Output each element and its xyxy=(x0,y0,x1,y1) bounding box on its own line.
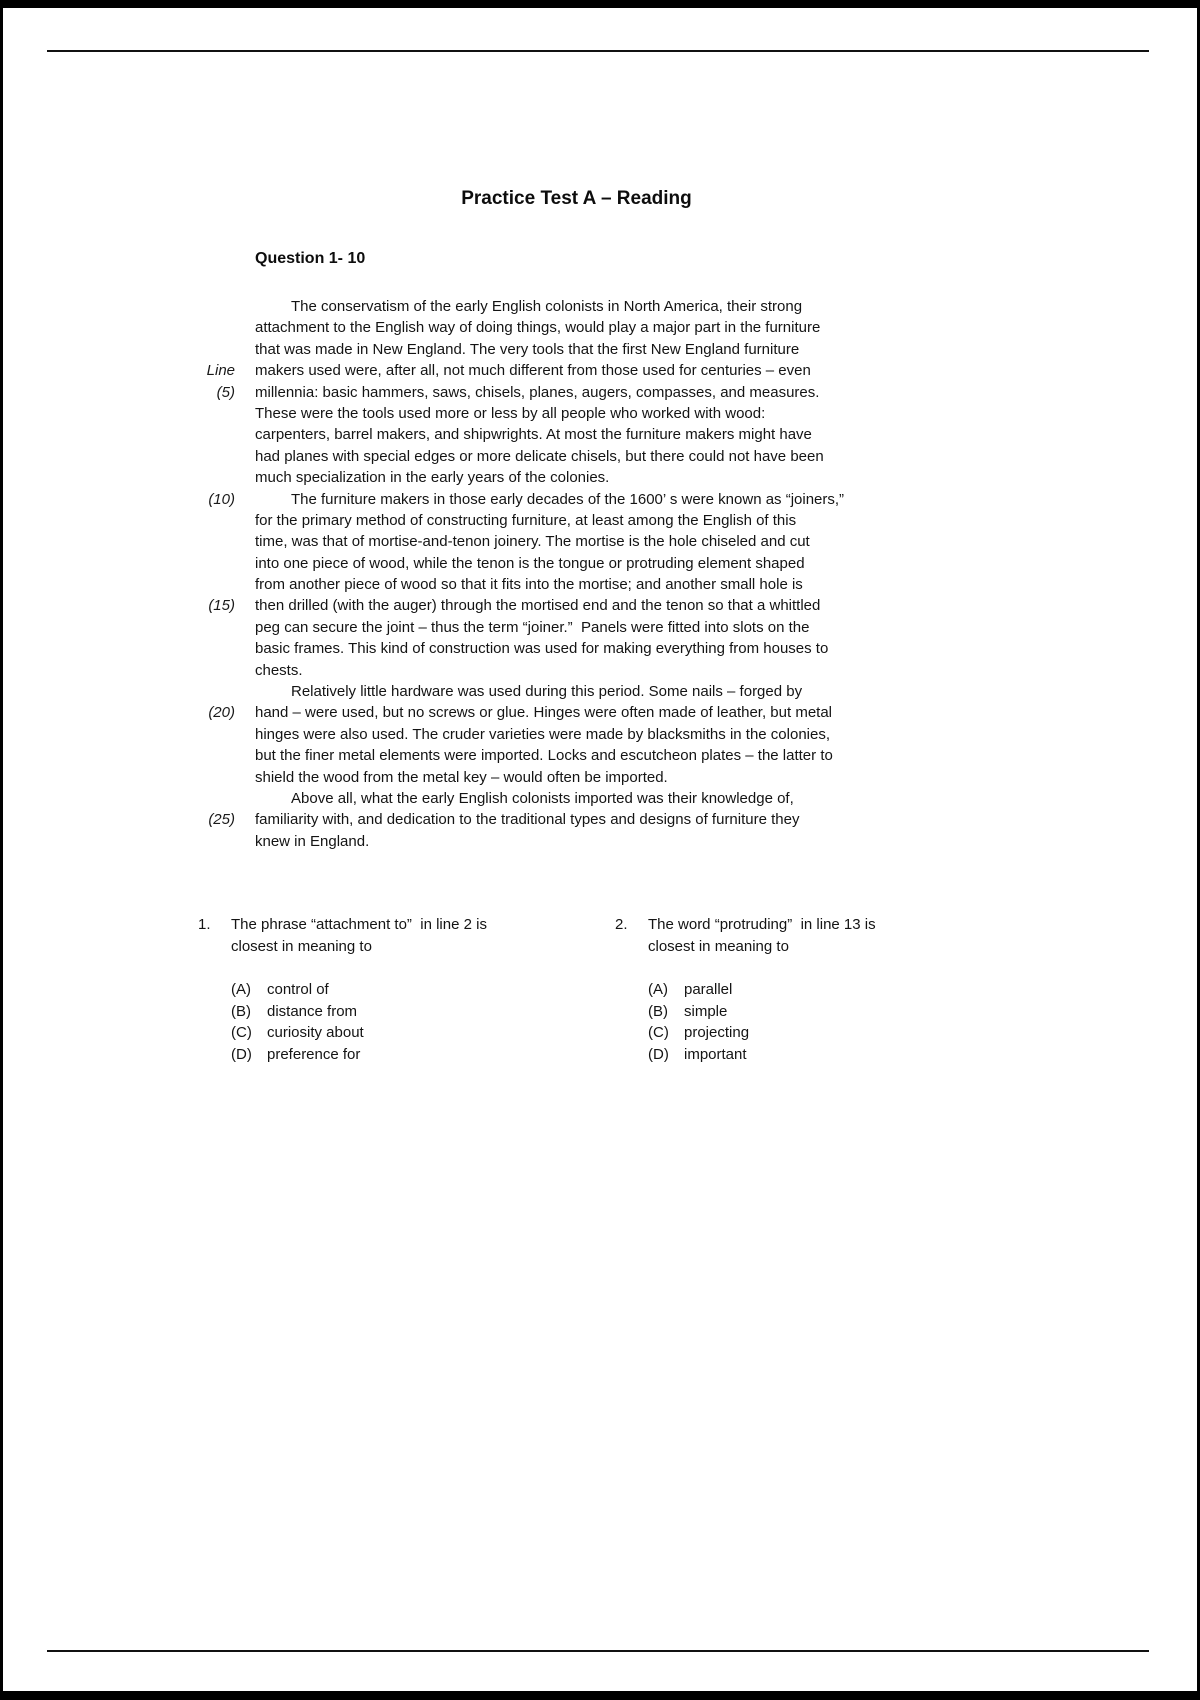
line-number-marker xyxy=(175,660,255,681)
passage-line-text: basic frames. This kind of construction was used for making everything from houses to xyxy=(255,640,829,658)
choice xyxy=(231,1044,615,1066)
line-number-marker xyxy=(175,446,255,467)
passage-line-text: for the primary method of constructing furniture, at least among the English of this xyxy=(255,511,797,529)
line-number-marker xyxy=(175,617,255,638)
passage-line-text: chests. xyxy=(255,661,303,679)
passage-line-text: These were the tools used more or less by all people who worked with wood: xyxy=(255,404,766,422)
passage-line xyxy=(175,382,975,403)
choice xyxy=(231,1022,615,1044)
passage-line-text: Above all, what the early English colonists imported was their knowledge of, xyxy=(291,789,794,807)
passage-line xyxy=(175,424,975,445)
passage-line xyxy=(175,638,975,659)
question-header xyxy=(198,914,615,957)
choice-text: important xyxy=(684,1045,747,1063)
passage-line-text: much specialization in the early years of the colonies. xyxy=(255,469,610,487)
choice-text: control of xyxy=(267,981,329,998)
bottom-rule xyxy=(47,1650,1149,1652)
line-number-marker: (15) xyxy=(208,597,235,615)
passage-line-text: that was made in New England. The very tools that the first New England furniture xyxy=(255,340,800,358)
choice-text: simple xyxy=(684,1002,728,1020)
passage-line xyxy=(175,681,975,702)
passage-line xyxy=(175,767,975,788)
line-number-marker xyxy=(175,424,255,445)
passage-line xyxy=(175,809,975,830)
line-number-marker: (20) xyxy=(208,704,235,722)
choice-text: parallel xyxy=(684,981,733,998)
passage-line xyxy=(175,553,975,574)
choice-label: (C) xyxy=(231,1024,252,1041)
question-stem-line: closest in meaning to xyxy=(231,937,372,955)
passage-line-text: attachment to the English way of doing things, would play a major part in the furniture xyxy=(255,319,821,337)
passage-line-text: The furniture makers in those early decades of the 1600’ s were known as “joiners,” xyxy=(291,490,845,508)
reading-passage xyxy=(175,296,975,852)
passage-line xyxy=(175,831,975,852)
passage-line-text: had planes with special edges or more delicate chisels, but there could not have been xyxy=(255,447,824,465)
question-number: 1. xyxy=(198,916,211,933)
passage-line xyxy=(175,403,975,424)
line-number-marker xyxy=(175,724,255,745)
question-stem xyxy=(231,914,487,957)
passage-line xyxy=(175,702,975,723)
choice xyxy=(648,1001,876,1023)
line-number-marker xyxy=(175,531,255,552)
line-number-marker: (10) xyxy=(208,490,235,508)
line-number-marker xyxy=(175,681,255,702)
passage-line xyxy=(175,510,975,531)
passage-line-text: millennia: basic hammers, saws, chisels, planes, augers, compasses, and measures. xyxy=(255,383,820,401)
passage-line-text: time, was that of mortise-and-tenon joinery. The mortise is the hole chiseled and cut xyxy=(255,533,810,551)
question-header xyxy=(615,914,876,957)
choices-list xyxy=(231,979,615,1065)
passage-line-text: shield the wood from the metal key – would often be imported. xyxy=(255,768,668,786)
passage-line-text: knew in England. xyxy=(255,832,370,850)
passage-line-text: makers used were, after all, not much different from those used for centuries – even xyxy=(255,362,811,380)
choice-text: preference for xyxy=(267,1045,361,1063)
line-number-marker xyxy=(175,767,255,788)
section-heading: Question 1- 10 xyxy=(255,250,366,267)
line-number-marker xyxy=(175,553,255,574)
choice-label: (C) xyxy=(648,1024,669,1041)
passage-line-text: but the finer metal elements were imported. Locks and escutcheon plates – the latter to xyxy=(255,747,833,765)
choice xyxy=(231,979,615,1001)
passage-line-text: from another piece of wood so that it fits into the mortise; and another small hole is xyxy=(255,576,803,594)
passage-line xyxy=(175,531,975,552)
question-stem-line: closest in meaning to xyxy=(648,937,789,955)
choice-label: (B) xyxy=(231,1002,251,1020)
passage-line xyxy=(175,724,975,745)
passage-line-text: hand – were used, but no screws or glue. Hinges were often made of leather, but metal xyxy=(255,704,833,722)
choice-text: projecting xyxy=(684,1024,750,1041)
passage-line-text: into one piece of wood, while the tenon is the tongue or protruding element shaped xyxy=(255,554,805,572)
passage-line-text: The conservatism of the early English colonists in North America, their strong xyxy=(291,298,803,315)
page xyxy=(3,8,1197,1691)
question-stem-line: The word “protruding” in line 13 is xyxy=(648,916,876,933)
passage-line xyxy=(175,296,975,317)
line-number-marker xyxy=(175,317,255,338)
questions-section xyxy=(198,914,1028,1065)
question-number: 2. xyxy=(615,916,628,933)
passage-line xyxy=(175,617,975,638)
line-number-marker: Line xyxy=(206,362,235,380)
choices-list xyxy=(648,979,876,1065)
passage-line-text: hinges were also used. The cruder varieties were made by blacksmiths in the colonies, xyxy=(255,725,831,743)
choice xyxy=(231,1001,615,1023)
passage-line xyxy=(175,788,975,809)
question-stem xyxy=(648,914,876,957)
passage-line-text: then drilled (with the auger) through the mortised end and the tenon so that a whittled xyxy=(255,597,821,615)
choice xyxy=(648,1022,876,1044)
line-number-marker xyxy=(175,788,255,809)
choice-text: curiosity about xyxy=(267,1024,364,1041)
passage-line xyxy=(175,489,975,510)
choice-label: (A) xyxy=(231,981,251,998)
line-number-marker xyxy=(175,831,255,852)
choice-label: (D) xyxy=(231,1045,252,1063)
line-number-marker xyxy=(175,467,255,488)
passage-line xyxy=(175,745,975,766)
passage-line xyxy=(175,595,975,616)
passage-line xyxy=(175,339,975,360)
passage-line xyxy=(175,660,975,681)
line-number-marker xyxy=(175,296,255,317)
passage-line-text: Relatively little hardware was used during this period. Some nails – forged by xyxy=(291,683,803,701)
question xyxy=(198,914,615,1065)
question xyxy=(615,914,876,1065)
passage-line xyxy=(175,574,975,595)
choice xyxy=(648,979,876,1001)
choice-label: (A) xyxy=(648,981,668,998)
line-number-marker xyxy=(175,638,255,659)
page-title: Practice Test A – Reading xyxy=(461,188,692,209)
choice-label: (B) xyxy=(648,1002,668,1020)
top-rule xyxy=(47,50,1149,52)
line-number-marker xyxy=(175,510,255,531)
choice-text: distance from xyxy=(267,1002,358,1020)
line-number-marker: (25) xyxy=(208,811,235,829)
passage-line xyxy=(175,317,975,338)
line-number-marker xyxy=(175,403,255,424)
line-number-marker xyxy=(175,745,255,766)
passage-line xyxy=(175,446,975,467)
choice xyxy=(648,1044,876,1066)
passage-line-text: familiarity with, and dedication to the traditional types and designs of furniture they xyxy=(255,811,800,829)
line-number-marker: (5) xyxy=(216,383,235,401)
choice-label: (D) xyxy=(648,1045,669,1063)
passage-line-text: carpenters, barrel makers, and shipwrights. At most the furniture makers might have xyxy=(255,426,812,444)
line-number-marker xyxy=(175,574,255,595)
passage-line-text: peg can secure the joint – thus the term “joiner.” Panels were fitted into slots on the xyxy=(255,618,810,636)
line-number-marker xyxy=(175,339,255,360)
passage-line xyxy=(175,467,975,488)
passage-line xyxy=(175,360,975,381)
question-stem-line: The phrase “attachment to” in line 2 is xyxy=(231,916,487,933)
